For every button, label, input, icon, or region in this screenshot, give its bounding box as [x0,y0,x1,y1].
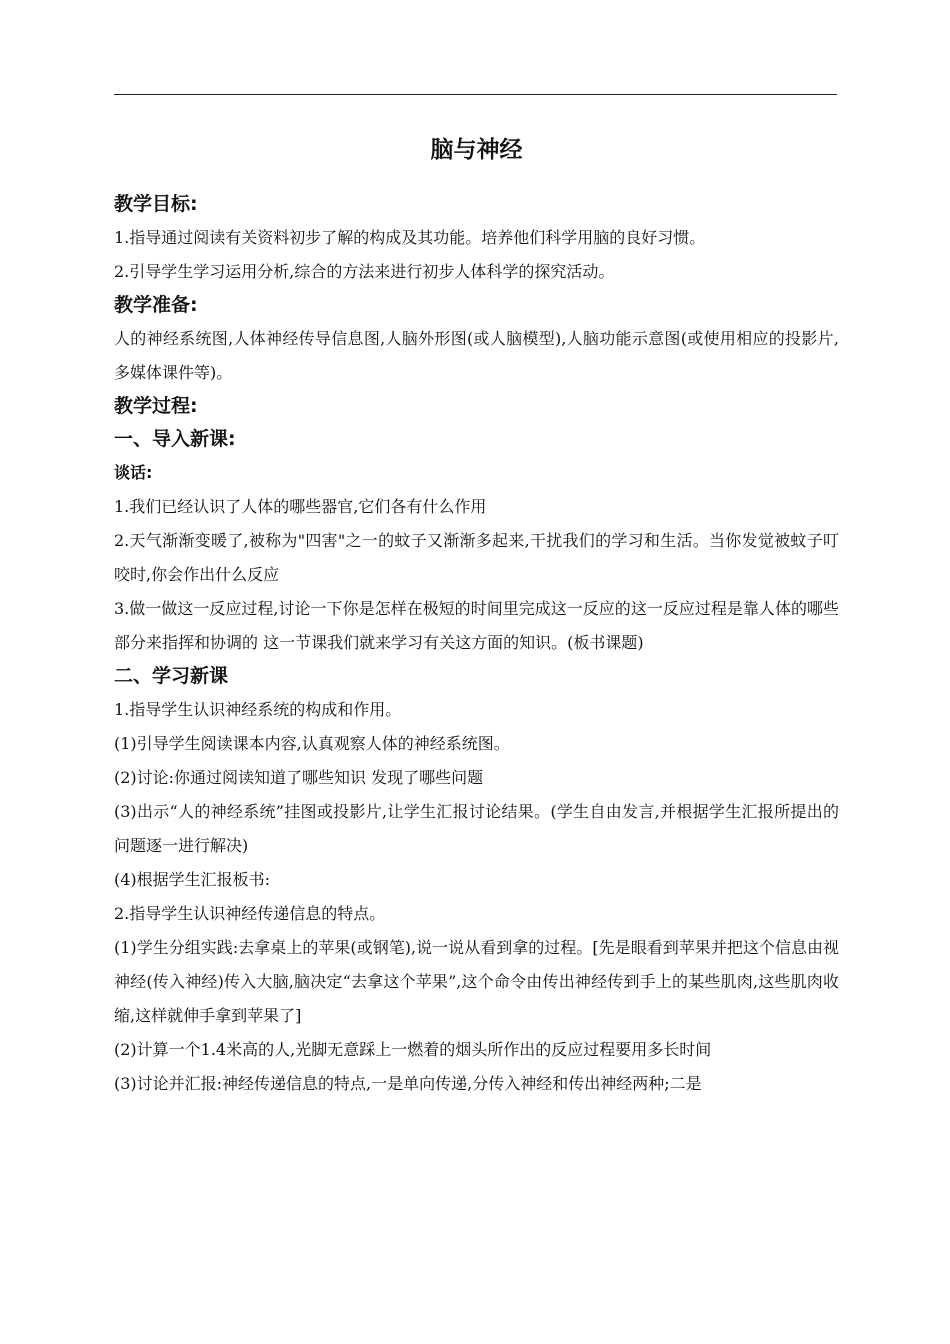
talk-heading: 谈话: [114,463,153,482]
part2-item: 1.指导学生认识神经系统的构成和作用。 [114,700,402,719]
objectives-heading: 教学目标: [114,193,198,215]
part2-item: (4)根据学生汇报板书: [114,870,271,889]
part1-item: 3.做一做这一反应过程,讨论一下你是怎样在极短的时间里完成这一反应的这一反应过程是靠人体的哪些部分来指挥和协调的 这一节课我们就来学习有关这方面的知识。(板书课题) [114,599,839,652]
part1-item: 2.天气渐渐变暖了,被称为"四害"之一的蚊子又渐渐多起来,干扰我们的学习和生活。当你发觉被蚊子叮咬时,你会作出什么反应 [114,531,839,584]
part2-item: (1)引导学生阅读课本内容,认真观察人体的神经系统图。 [114,734,510,753]
document-body [114,128,839,1101]
part2-item: 2.指导学生认识神经传递信息的特点。 [114,904,386,923]
header-rule [114,94,837,95]
part1-item: 1.我们已经认识了人体的哪些器官,它们各有什么作用 [114,497,487,516]
part2-item: (3)讨论并汇报:神经传递信息的特点,一是单向传递,分传入神经和传出神经两种;二是 [114,1074,702,1093]
part2-item: (3)出示“人的神经系统”挂图或投影片,让学生汇报讨论结果。(学生自由发言,并根据学生汇报所提出的问题逐一进行解决) [114,802,839,855]
part2-item: (1)学生分组实践:去拿桌上的苹果(或钢笔),说一说从看到拿的过程。[先是眼看到苹果并把这个信息由视神经(传入神经)传入大脑,脑决定“去拿这个苹果”,这个命令由传出神经传到手上的某些肌肉,这些肌肉收缩,这样就伸手拿到苹果了] [114,938,839,1025]
objective-item: 1.指导通过阅读有关资料初步了解的构成及其功能。培养他们科学用脑的良好习惯。 [114,228,706,247]
preparation-text: 人的神经系统图,人体神经传导信息图,人脑外形图(或人脑模型),人脑功能示意图(或使用相应的投影片,多媒体课件等)。 [114,329,839,382]
objective-item: 2.引导学生学习运用分析,综合的方法来进行初步人体科学的探究活动。 [114,262,615,281]
part2-item: (2)讨论:你通过阅读知道了哪些知识 发现了哪些问题 [114,768,484,787]
part1-heading: 一、导入新课: [114,428,236,450]
part2-heading: 二、学习新课 [114,665,229,687]
process-heading: 教学过程: [114,395,198,417]
preparation-heading: 教学准备: [114,294,198,316]
part2-item: (2)计算一个1.4米高的人,光脚无意踩上一燃着的烟头所作出的反应过程要用多长时间 [114,1040,712,1059]
document-title: 脑与神经 [430,137,523,163]
